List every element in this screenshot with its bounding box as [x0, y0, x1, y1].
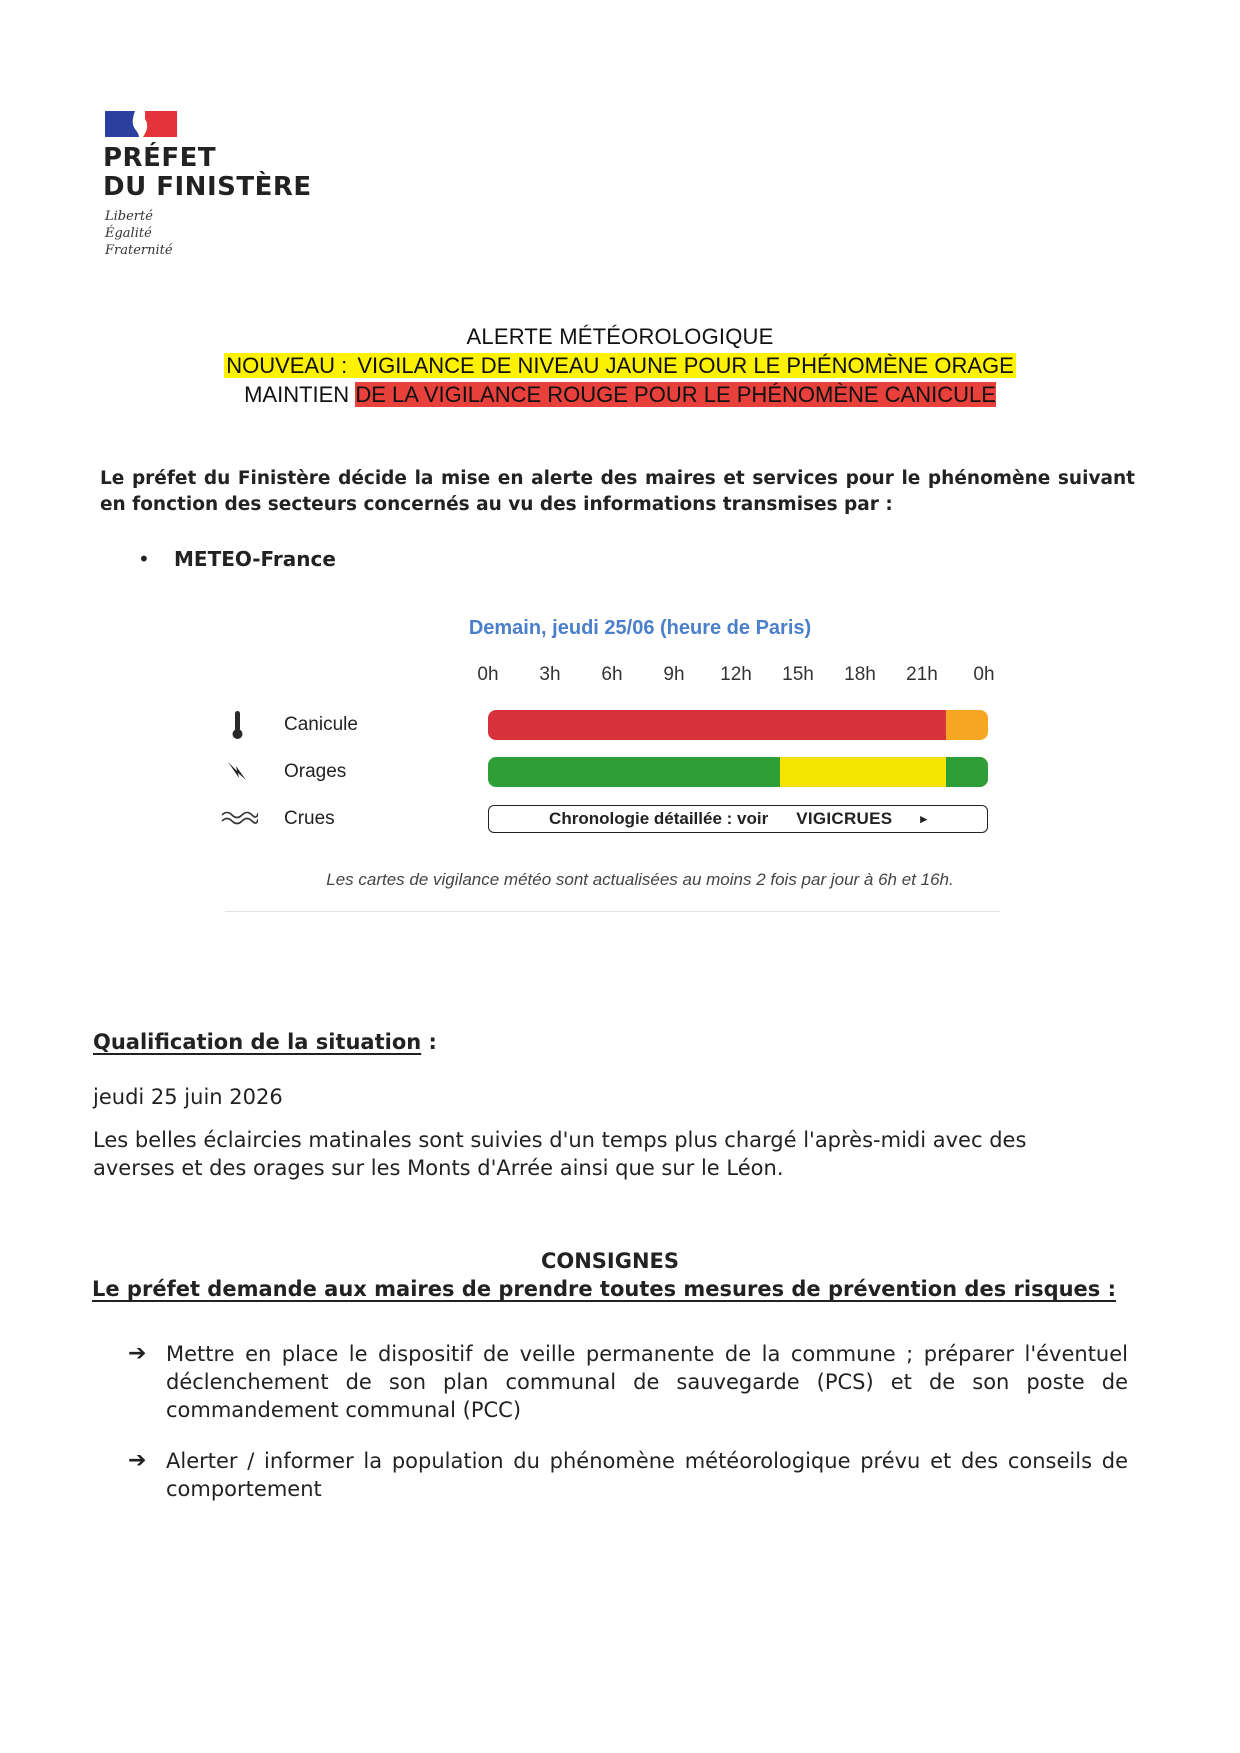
vigilance-segment-vert [488, 757, 780, 787]
qualification-heading-suffix: : [421, 1030, 437, 1054]
title-line-2-prefix: NOUVEAU : [226, 353, 354, 378]
title-line-3 [0, 380, 1240, 409]
vigilance-segment-rouge [488, 710, 946, 740]
hour-tick-label: 6h [601, 664, 623, 685]
intro-paragraph: Le préfet du Finistère décide la mise en alerte des maires et services pour le phénomène suivant en fonction des secteurs concernés au vu des informations transmises par : [100, 468, 1135, 515]
arrow-right-icon: ➔ [128, 1448, 147, 1473]
vigilance-segment-jaune [780, 757, 947, 787]
hour-tick-label: 18h [844, 664, 876, 685]
consigne-text: Mettre en place le dispositif de veille permanente de la commune ; préparer l'éventuel déclenchement de son plan communal de sauvegarde (PCS) et de son poste de commandement communal (PCC) [166, 1342, 1128, 1422]
lightning-icon [222, 757, 252, 787]
consigne-item [128, 1447, 1128, 1503]
vigilance-segment-orange [946, 710, 988, 740]
hour-tick-label: 0h [477, 664, 499, 685]
title-line-2 [0, 351, 1240, 380]
consignes-title: CONSIGNES [540, 1249, 680, 1273]
divider [225, 911, 1000, 912]
consigne-item [128, 1340, 1128, 1424]
source-list-item [138, 546, 336, 572]
consigne-text: Alerter / informer la population du phénomène météorologique prévu et des conseils de comportement [166, 1449, 1128, 1501]
hour-tick-label: 21h [906, 664, 938, 685]
hour-tick-label: 15h [782, 664, 814, 685]
marianne-flag-icon [105, 111, 177, 137]
qualification-heading-text: Qualification de la situation [93, 1030, 422, 1054]
thermometer-icon [222, 710, 252, 740]
phenomenon-label-crues: Crues [284, 808, 335, 829]
title-line-1: ALERTE MÉTÉOROLOGIQUE [466, 324, 774, 349]
consignes-subtitle: Le préfet demande aux maires de prendre toutes mesures de prévention des risques : [92, 1277, 1116, 1301]
title-line-2-main: VIGILANCE DE NIVEAU JAUNE POUR LE PHÉNOMÈNE ORAGE [357, 353, 1014, 378]
phenomenon-label-orages: Orages [284, 761, 347, 782]
title-line-3-prefix: MAINTIEN [244, 382, 356, 407]
play-arrow-icon: ▸ [920, 811, 927, 826]
bar-orages [488, 757, 988, 787]
vigicrues-link-label: VIGICRUES [796, 809, 893, 828]
hour-tick-label: 0h [973, 664, 995, 685]
qualification-date: jeudi 25 juin 2026 [93, 1085, 283, 1109]
qualification-text: Les belles éclaircies matinales sont suivies d'un temps plus chargé l'après-midi avec des averses et des orages sur les Monts d'Arrée ainsi que sur le Léon. [93, 1128, 1027, 1180]
bar-canicule [488, 710, 988, 740]
source-name: METEO-France [174, 547, 336, 571]
title-line-3-main: DE LA VIGILANCE ROUGE POUR LE PHÉNOMÈNE CANICULE [355, 382, 996, 407]
hour-tick-label: 3h [539, 664, 561, 685]
vigicrues-link-prefix: Chronologie détaillée : voir [549, 809, 769, 828]
hour-tick-label: 9h [663, 664, 685, 685]
hour-tick-label: 12h [720, 664, 752, 685]
phenomenon-label-canicule: Canicule [284, 714, 358, 735]
alert-title [0, 322, 1240, 409]
vigilance-segment-vert [946, 757, 988, 787]
waves-icon [220, 804, 258, 834]
vigilance-update-note: Les cartes de vigilance météo sont actualisées au moins 2 fois par jour à 6h et 16h. [326, 870, 954, 889]
bullet-icon: • [138, 547, 150, 571]
vigicrues-link-button[interactable] [488, 805, 988, 833]
vigilance-date-label: Demain, jeudi 25/06 (heure de Paris) [468, 617, 812, 639]
devise: Liberté Égalité Fraternité [105, 209, 173, 258]
prefet-name: PRÉFET DU FINISTÈRE [103, 143, 312, 202]
qualification-heading [93, 1030, 437, 1054]
arrow-right-icon: ➔ [128, 1341, 147, 1366]
